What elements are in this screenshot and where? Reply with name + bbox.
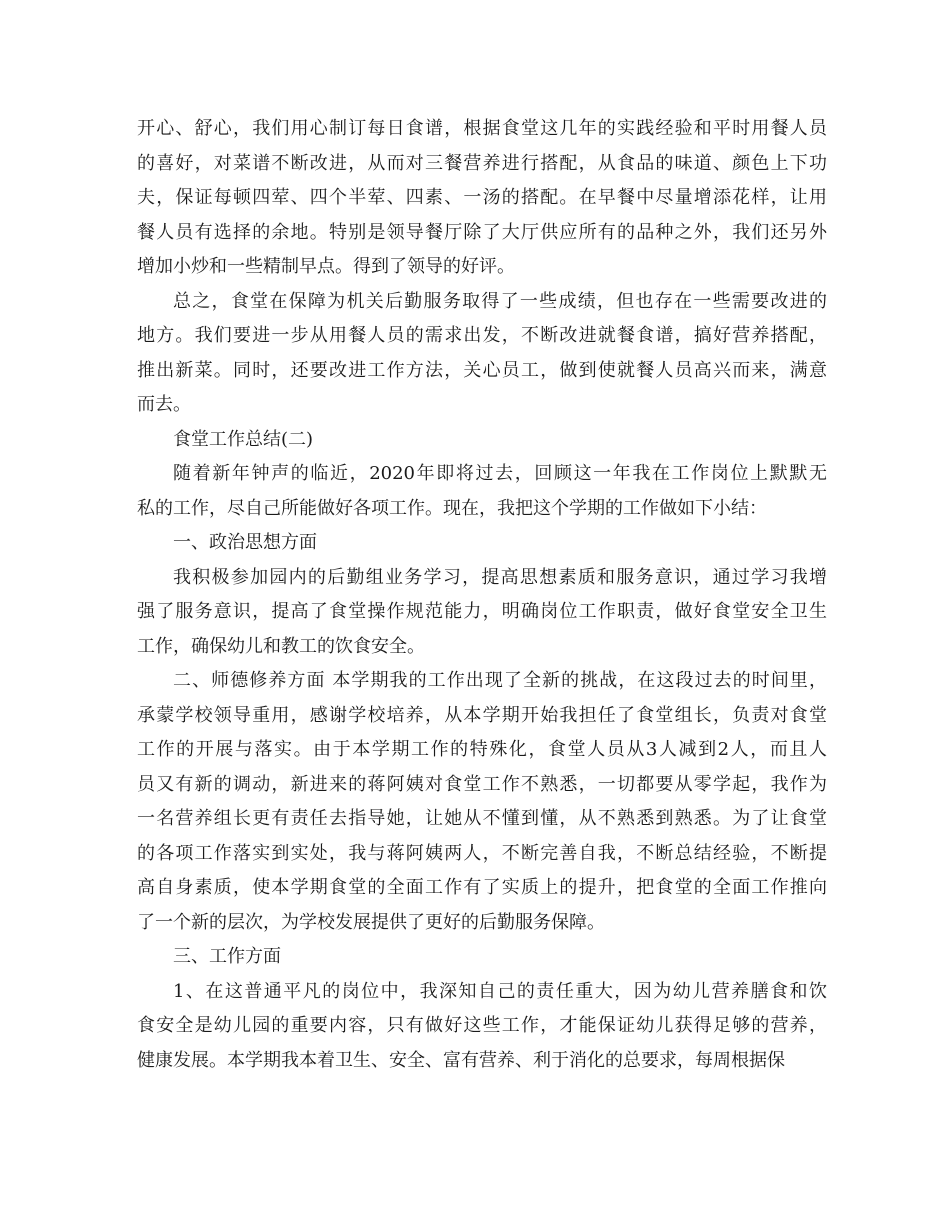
paragraph-p7	[137, 664, 827, 940]
text-line: 增加小炒和一些精制早点。得到了领导的好评。	[137, 256, 515, 277]
text-line: 我积极参加园内的后勤组业务学习，提高思想素质和服务意识，通过学习我增	[173, 566, 827, 588]
text-line: 一、政治思想方面	[173, 532, 317, 553]
text-line: 食安全是幼儿园的重要内容，只有做好这些工作，才能保证幼儿获得足够的营养，	[137, 1015, 827, 1036]
text-line: 而去。	[137, 394, 191, 415]
paragraph-p8	[137, 940, 827, 975]
paragraph-p1	[137, 112, 827, 285]
paragraph-p6	[137, 561, 827, 665]
text-line: 餐人员有选择的余地。特别是领导餐厅除了大厅供应所有的品种之外，我们还另外	[137, 221, 827, 243]
document-body	[137, 112, 827, 1078]
text-line: 开心、舒心，我们用心制订每日食谱，根据食堂这几年的实践经验和平时用餐人员	[137, 118, 827, 139]
text-line: 一名营养组长更有责任去指导她，让她从不懂到懂，从不熟悉到熟悉。为了让食堂	[137, 808, 827, 829]
text-line: 的各项工作落实到实处，我与蒋阿姨两人，不断完善自我，不断总结经验，不断提	[137, 842, 827, 864]
text-line: 二、师德修养方面 本学期我的工作出现了全新的挑战，在这段过去的时间里，	[173, 670, 827, 691]
paragraph-p3	[137, 423, 827, 458]
text-line: 强了服务意识，提高了食堂操作规范能力，明确岗位工作职责，做好食堂安全卫生	[137, 601, 827, 622]
text-line: 承蒙学校领导重用，感谢学校培养，从本学期开始我担任了食堂组长，负责对食堂	[137, 704, 827, 726]
paragraph-p2	[137, 285, 827, 423]
text-line: 了一个新的层次，为学校发展提供了更好的后勤服务保障。	[137, 911, 605, 933]
text-line: 健康发展。本学期我本着卫生、安全、富有营养、利于消化的总要求，每周根据保	[137, 1049, 785, 1071]
text-line: 总之，食堂在保障为机关后勤服务取得了一些成绩，但也存在一些需要改进的	[173, 290, 827, 312]
text-line: 1、在这普通平凡的岗位中，我深知自己的责任重大，因为幼儿营养膳食和饮	[173, 980, 827, 1002]
text-line: 工作，确保幼儿和教工的饮食安全。	[137, 635, 425, 657]
paragraph-p4	[137, 457, 827, 526]
text-line: 高自身素质，使本学期食堂的全面工作有了实质上的提升，把食堂的全面工作推向	[137, 877, 827, 898]
text-line: 员又有新的调动，新进来的蒋阿姨对食堂工作不熟悉，一切都要从零学起，我作为	[137, 773, 827, 795]
text-line: 工作的开展与落实。由于本学期工作的特殊化，食堂人员从3人减到2人，而且人	[137, 739, 827, 760]
text-line: 夫，保证每顿四荤、四个半荤、四素、一汤的搭配。在早餐中尽量增添花样，让用	[137, 187, 827, 208]
text-line: 食堂工作总结(二)	[173, 428, 314, 450]
paragraph-p5	[137, 526, 827, 561]
paragraph-p9	[137, 975, 827, 1079]
text-line: 推出新菜。同时，还要改进工作方法，关心员工，做到使就餐人员高兴而来，满意	[137, 359, 827, 381]
text-line: 的喜好，对菜谱不断改进，从而对三餐营养进行搭配，从食品的味道、颜色上下功	[137, 152, 827, 174]
text-line: 三、工作方面	[173, 946, 281, 967]
text-line: 随着新年钟声的临近，2020年即将过去，回顾这一年我在工作岗位上默默无	[173, 463, 827, 484]
text-line: 私的工作，尽自己所能做好各项工作。现在，我把这个学期的工作做如下小结：	[137, 497, 767, 519]
text-line: 地方。我们要进一步从用餐人员的需求出发，不断改进就餐食谱，搞好营养搭配，	[137, 325, 827, 346]
